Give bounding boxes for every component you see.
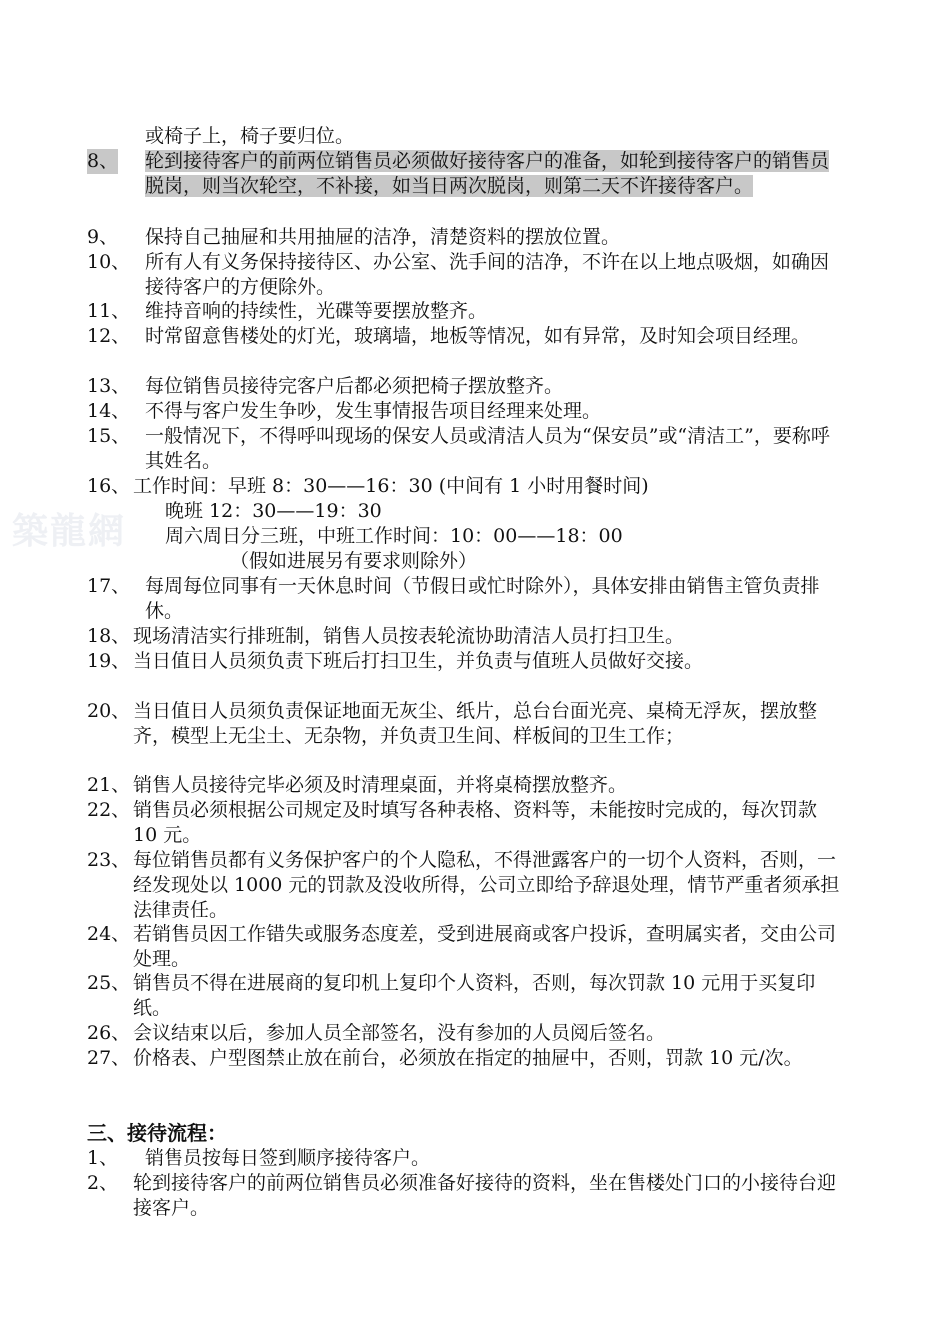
item-text: 销售员不得在进展商的复印机上复印个人资料，否则，每次罚款 10 元用于买复印纸。 — [133, 972, 816, 1019]
list-item-10 — [87, 250, 847, 300]
item-number: 22、 — [87, 799, 131, 821]
item-text: 工作时间：早班 8：30——16：30 (中间有 1 小时用餐时间) — [133, 475, 649, 497]
list-item-9 — [87, 225, 847, 250]
item-text: 会议结束以后，参加人员全部签名，没有参加的人员阅后签名。 — [133, 1022, 666, 1044]
list-item-12 — [87, 324, 847, 349]
section-heading: 三、接待流程： — [87, 1121, 227, 1145]
item-text: 一般情况下，不得呼叫现场的保安人员或清洁人员为“保安员”或“清洁工”，要称呼其姓名。 — [145, 425, 830, 472]
item-number: 12、 — [87, 325, 131, 347]
item-text: 销售人员接待完毕必须及时清理桌面，并将桌椅摆放整齐。 — [133, 774, 628, 796]
item-text: 维持音响的持续性，光碟等要摆放整齐。 — [145, 300, 488, 322]
schedule-late: 晚班 12：30——19：30 — [165, 500, 382, 522]
item-text: 轮到接待客户的前两位销售员必须准备好接待的资料，坐在售楼处门口的小接待台迎接客户。 — [133, 1172, 837, 1219]
item-text: 时常留意售楼处的灯光，玻璃墙，地板等情况，如有异常，及时知会项目经理。 — [145, 325, 811, 347]
list-item-16 — [87, 474, 847, 499]
item-text: 现场清洁实行排班制，销售人员按表轮流协助清洁人员打扫卫生。 — [133, 625, 685, 647]
item-text: 不得与客户发生争吵，发生事情报告项目经理来处理。 — [145, 400, 602, 422]
section3-item-2 — [87, 1171, 847, 1221]
item-number: 19、 — [87, 650, 131, 672]
list-item-25 — [87, 971, 847, 1021]
item-text: 每位销售员都有义务保护客户的个人隐私，不得泄露客户的一切个人资料，否则，一经发现处以 1000 元的罚款及没收所得，公司立即给予辞退处理，情节严重者须承担法律责任。 — [133, 849, 840, 921]
item-text: 保持自己抽屉和共用抽屉的洁净，清楚资料的摆放位置。 — [145, 226, 621, 248]
schedule-note: （假如进展另有要求则除外） — [230, 550, 478, 572]
section3-item-1 — [87, 1146, 847, 1171]
list-item-27 — [87, 1046, 847, 1071]
continued-line: 或椅子上，椅子要归位。 — [145, 125, 355, 147]
item-text: 若销售员因工作错失或服务态度差，受到进展商或客户投诉，查明属实者，交由公司处理。 — [133, 923, 837, 970]
item-text: 每周每位同事有一天休息时间（节假日或忙时除外），具体安排由销售主管负责排休。 — [145, 575, 820, 622]
item-number: 9、 — [87, 226, 119, 248]
item-text: 销售员按每日签到顺序接待客户。 — [145, 1147, 431, 1169]
list-item-23 — [87, 848, 847, 923]
list-item-14 — [87, 399, 847, 424]
item-number: 14、 — [87, 400, 131, 422]
list-item-20 — [87, 699, 847, 749]
item-text: 当日值日人员须负责保证地面无灰尘、纸片，总台台面光亮、桌椅无浮灰，摆放整齐，模型上无尘土、无杂物，并负责卫生间、样板间的卫生工作； — [133, 700, 818, 747]
list-item-22 — [87, 798, 847, 848]
item-number: 21、 — [87, 774, 131, 796]
list-item-24 — [87, 922, 847, 972]
list-item-21 — [87, 773, 847, 798]
item-text: 轮到接待客户的前两位销售员必须做好接待客户的准备，如轮到接待客户的销售员脱岗，则当次轮空，不补接，如当日两次脱岗，则第二天不许接待客户。 — [145, 150, 830, 197]
item-number: 2、 — [87, 1172, 119, 1194]
list-item-13 — [87, 374, 847, 399]
item-number: 20、 — [87, 700, 131, 722]
item-number: 16、 — [87, 475, 131, 497]
item-text: 价格表、户型图禁止放在前台，必须放在指定的抽屉中，否则，罚款 10 元/次。 — [133, 1047, 803, 1069]
list-item-26 — [87, 1021, 847, 1046]
item-number: 13、 — [87, 375, 131, 397]
list-item-8 — [87, 149, 832, 199]
item-number: 26、 — [87, 1022, 131, 1044]
item-number: 25、 — [87, 972, 131, 994]
item-number: 17、 — [87, 575, 131, 597]
item-text: 销售员必须根据公司规定及时填写各种表格、资料等，未能按时完成的，每次罚款 10 元。 — [133, 799, 818, 846]
item-number: 24、 — [87, 923, 131, 945]
list-item-19 — [87, 649, 847, 674]
item-number: 1、 — [87, 1147, 119, 1169]
item-number: 11、 — [87, 300, 131, 322]
item-text: 当日值日人员须负责下班后打扫卫生，并负责与值班人员做好交接。 — [133, 650, 704, 672]
item-text: 每位销售员接待完客户后都必须把椅子摆放整齐。 — [145, 375, 564, 397]
list-item-18 — [87, 624, 847, 649]
list-item-17 — [87, 574, 847, 624]
list-item-15 — [87, 424, 847, 474]
item-number: 8、 — [87, 150, 119, 172]
item-number: 23、 — [87, 849, 131, 871]
item-number: 27、 — [87, 1047, 131, 1069]
watermark: 築龍網 — [12, 510, 127, 552]
schedule-weekend: 周六周日分三班，中班工作时间：10：00——18：00 — [165, 525, 623, 547]
item-number: 18、 — [87, 625, 131, 647]
item-text: 所有人有义务保持接待区、办公室、洗手间的洁净，不许在以上地点吸烟，如确因接待客户的方便除外。 — [145, 251, 830, 298]
item-number: 15、 — [87, 425, 131, 447]
list-item-11 — [87, 299, 847, 324]
item-number: 10、 — [87, 251, 131, 273]
